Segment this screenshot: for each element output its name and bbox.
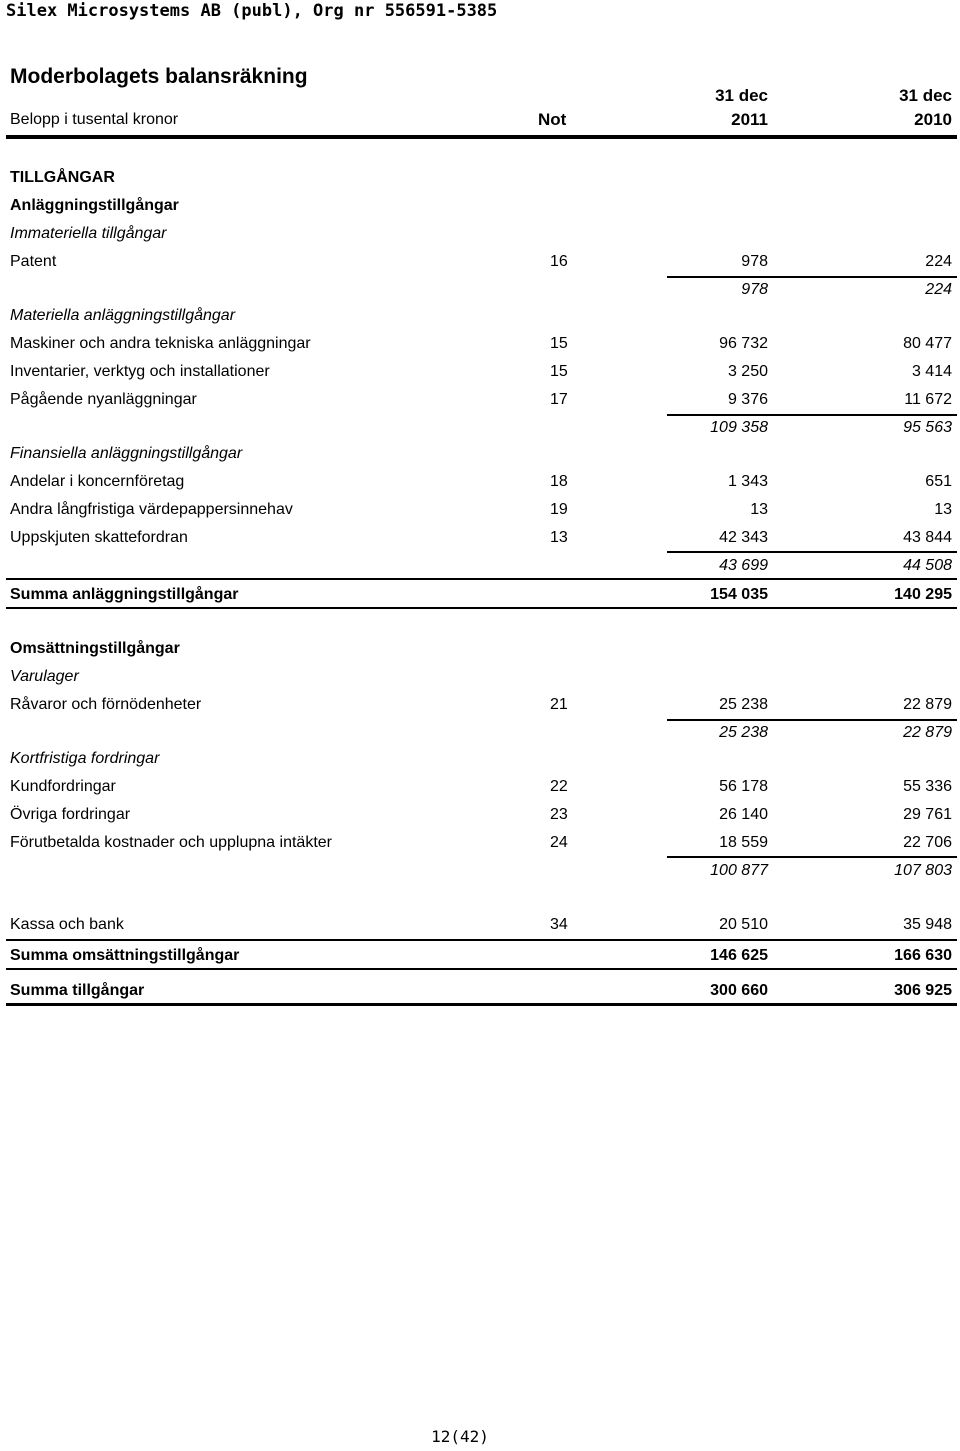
row-note: 22: [550, 778, 568, 795]
table-row: [10, 441, 954, 467]
row-note: 13: [550, 529, 568, 546]
row-label: Patent: [10, 253, 57, 270]
row-label: Summa omsättningstillgångar: [10, 947, 240, 964]
row-label: Immateriella tillgångar: [10, 225, 167, 242]
row-value-2010: 107 803: [894, 862, 952, 879]
row-value-2010: 22 706: [903, 834, 952, 851]
col-2011-header-line2: 2011: [731, 110, 768, 129]
table-row: [10, 636, 954, 662]
page-title: Moderbolagets balansräkning: [10, 65, 308, 88]
col-2010-header-line1: 31 dec: [899, 86, 952, 105]
total-row: [10, 943, 954, 969]
subtotal-row: [10, 415, 954, 441]
row-value-2010: 306 925: [894, 982, 952, 999]
row-label: Kundfordringar: [10, 778, 116, 795]
row-label: Finansiella anläggningstillgångar: [10, 445, 243, 462]
row-value-2010: 140 295: [894, 586, 952, 603]
table-row: [10, 746, 954, 772]
row-value-2011: 43 699: [719, 557, 768, 574]
col-2010-header-line2: 2010: [914, 110, 952, 129]
row-value-2010: 55 336: [903, 778, 952, 795]
table-row: [10, 193, 954, 219]
row-value-2010: 22 879: [903, 724, 952, 741]
row-note: 23: [550, 806, 568, 823]
table-row: [10, 774, 954, 800]
row-value-2011: 20 510: [719, 916, 768, 933]
table-row: [10, 303, 954, 329]
row-label: Förutbetalda kostnader och upplupna intäkter: [10, 834, 332, 851]
row-value-2010: 44 508: [903, 557, 952, 574]
row-label: Pågående nyanläggningar: [10, 391, 197, 408]
not-column-header: Not: [538, 110, 567, 129]
total-rule: [6, 607, 957, 609]
row-note: 34: [550, 916, 568, 933]
row-value-2010: 166 630: [894, 947, 952, 964]
row-value-2010: 35 948: [903, 916, 952, 933]
row-value-2011: 109 358: [710, 419, 768, 436]
row-value-2010: 22 879: [903, 696, 952, 713]
row-value-2011: 1 343: [727, 473, 768, 490]
row-label: Maskiner och andra tekniska anläggningar: [10, 335, 311, 352]
table-row: [10, 664, 954, 690]
row-note: 16: [550, 253, 568, 270]
row-value-2011: 978: [741, 281, 768, 298]
row-value-2011: 96 732: [719, 335, 768, 352]
row-label: Inventarier, verktyg och installationer: [10, 363, 270, 380]
row-note: 15: [550, 335, 568, 352]
row-value-2011: 25 238: [719, 696, 768, 713]
row-value-2010: 13: [934, 501, 952, 518]
row-value-2010: 3 414: [911, 363, 952, 380]
table-row: [10, 331, 954, 357]
subtotal-row: [10, 720, 954, 746]
row-label: Andra långfristiga värdepappersinnehav: [10, 501, 293, 518]
total-rule: [6, 939, 957, 941]
row-value-2011: 9 376: [727, 391, 768, 408]
row-value-2011: 100 877: [710, 862, 768, 879]
subtotal-row: [10, 277, 954, 303]
table-row: [10, 692, 954, 718]
table-row: [10, 912, 954, 938]
row-label: Övriga fordringar: [10, 806, 131, 823]
row-label: Råvaror och förnödenheter: [10, 696, 202, 713]
page-number: 12(42): [431, 1427, 489, 1446]
table-row: [10, 249, 954, 275]
table-row: [10, 525, 954, 551]
row-value-2010: 29 761: [903, 806, 952, 823]
grand-total-rule: [6, 1003, 957, 1006]
row-label: Anläggningstillgångar: [10, 197, 179, 214]
col-2011-header-line1: 31 dec: [715, 86, 768, 105]
row-value-2011: 3 250: [727, 363, 768, 380]
row-label: Summa anläggningstillgångar: [10, 586, 239, 603]
table-row: [10, 830, 954, 856]
total-row: [10, 582, 954, 608]
row-note: 24: [550, 834, 568, 851]
row-label: Summa tillgångar: [10, 982, 145, 999]
company-header: Silex Microsystems AB (publ), Org nr 556591-5385: [6, 1, 498, 21]
row-value-2010: 43 844: [903, 529, 952, 546]
table-row: [10, 387, 954, 413]
row-value-2010: 80 477: [903, 335, 952, 352]
row-note: 17: [550, 391, 568, 408]
row-value-2010: 95 563: [903, 419, 952, 436]
row-value-2011: 25 238: [719, 724, 768, 741]
row-note: 15: [550, 363, 568, 380]
table-row: [10, 165, 954, 191]
row-value-2011: 56 178: [719, 778, 768, 795]
row-label: TILLGÅNGAR: [10, 169, 115, 186]
row-value-2010: 11 672: [904, 391, 952, 408]
row-label: Omsättningstillgångar: [10, 640, 180, 657]
row-value-2011: 154 035: [710, 586, 768, 603]
table-row: [10, 497, 954, 523]
row-value-2011: 26 140: [719, 806, 768, 823]
row-value-2011: 13: [750, 501, 768, 518]
row-value-2011: 18 559: [719, 834, 768, 851]
header-rule: [6, 135, 957, 139]
total-rule: [6, 578, 957, 580]
row-value-2010: 224: [925, 253, 952, 270]
row-label: Uppskjuten skattefordran: [10, 529, 188, 546]
row-note: 21: [550, 696, 568, 713]
table-row: [10, 359, 954, 385]
row-label: Kortfristiga fordringar: [10, 750, 160, 767]
unit-label: Belopp i tusental kronor: [10, 111, 179, 128]
table-row: [10, 469, 954, 495]
row-label: Kassa och bank: [10, 916, 124, 933]
row-label: Andelar i koncernföretag: [10, 473, 185, 490]
table-row: [10, 221, 954, 247]
row-value-2011: 978: [741, 253, 768, 270]
row-value-2011: 146 625: [710, 947, 768, 964]
row-value-2010: 224: [925, 281, 952, 298]
total-row: [10, 978, 954, 1004]
subtotal-row: [10, 553, 954, 579]
row-value-2011: 300 660: [710, 982, 768, 999]
row-value-2010: 651: [925, 473, 952, 490]
row-label: Materiella anläggningstillgångar: [10, 307, 236, 324]
row-note: 18: [550, 473, 568, 490]
row-label: Varulager: [10, 668, 79, 685]
total-rule: [6, 968, 957, 970]
row-note: 19: [550, 501, 568, 518]
subtotal-row: [10, 858, 954, 884]
table-row: [10, 802, 954, 828]
row-value-2011: 42 343: [719, 529, 768, 546]
